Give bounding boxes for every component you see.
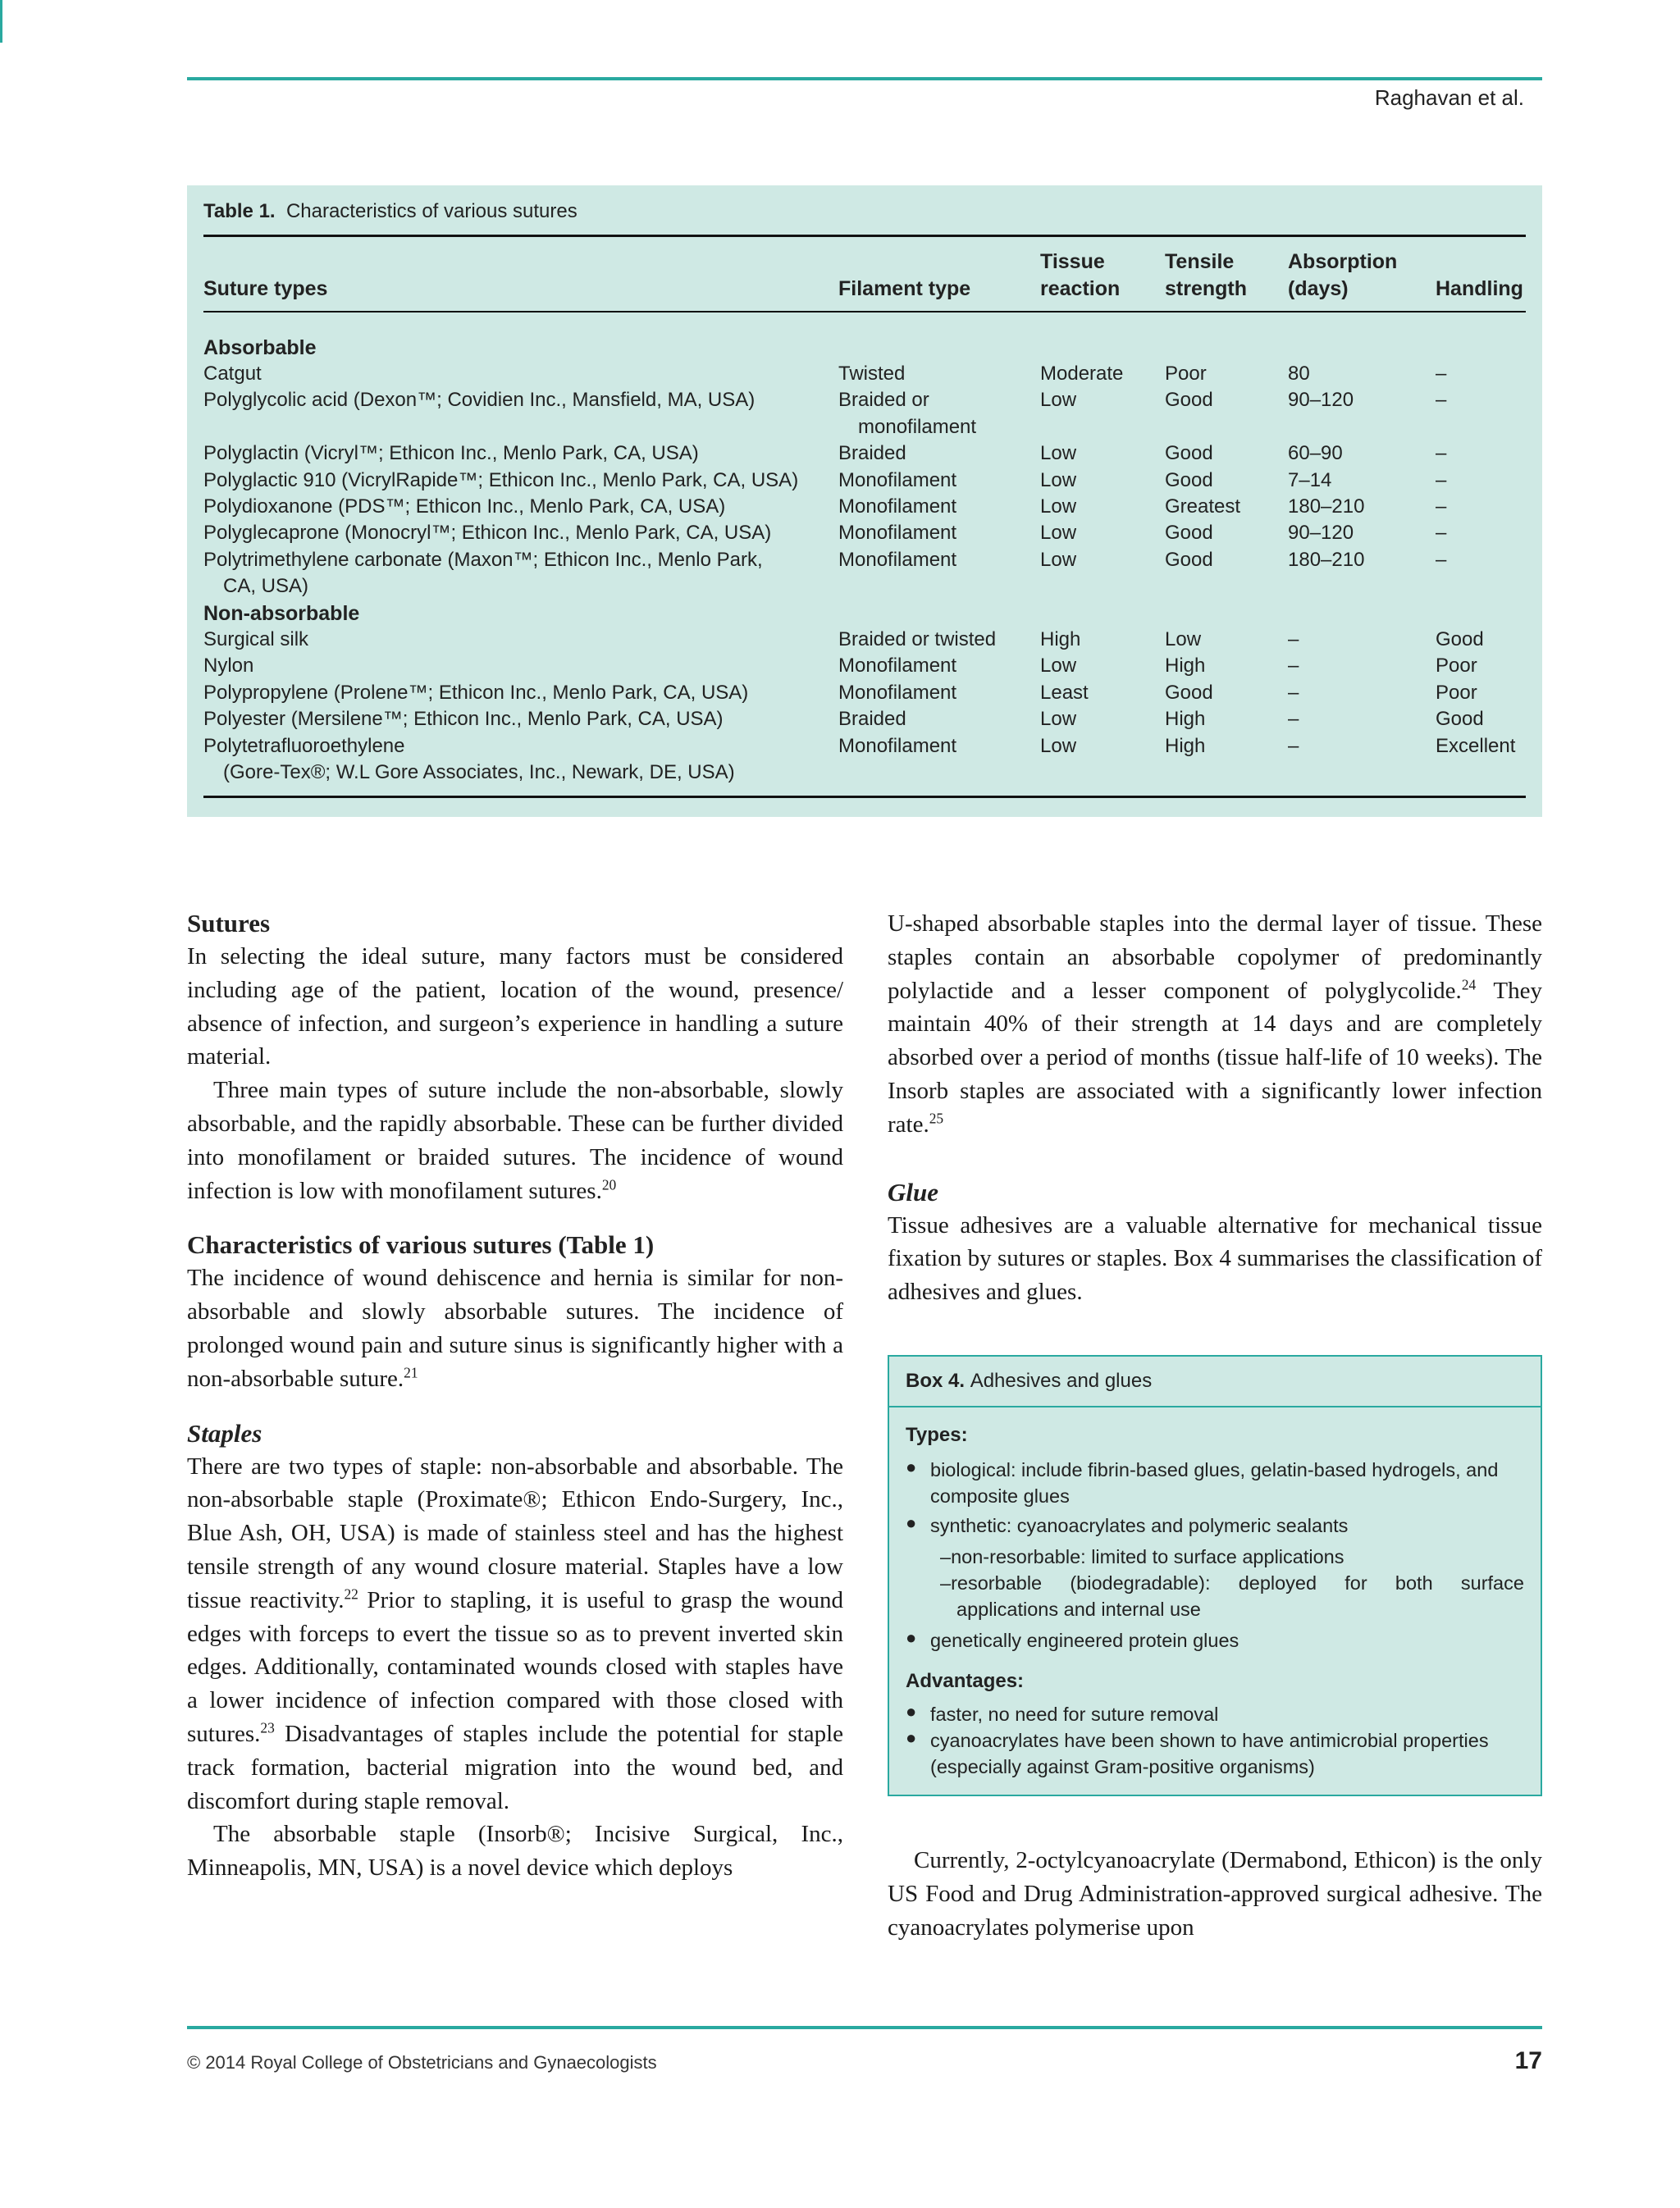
paragraph-insorb-b: They maintain 40% of their strength at 14 days and are completely absorbed over a period of months (tissue half-life of 10 weeks). The Insorb staples are associated with a significantly lower infection rate. [888, 977, 1543, 1138]
box-types-label: Types: [906, 1424, 968, 1446]
bullet-icon: ● [906, 1627, 917, 1648]
types-item-biological: biological: include fibrin-based glues, gelatin-based hydrogels, and [930, 1459, 1499, 1480]
right-column [888, 907, 1542, 1309]
top-rule [187, 77, 1542, 80]
tissue-reaction-cell: Low [1040, 548, 1077, 571]
advantage-item-faster: faster, no need for suture removal [930, 1704, 1219, 1725]
ref-24: 24 [1461, 975, 1477, 992]
sub-item-nonresorbable: –non-resorbable: limited to surface applications [940, 1546, 1344, 1567]
suture-name-cell: Polytrimethylene carbonate (Maxon™; Ethicon Inc., Menlo Park, [203, 548, 763, 571]
handling-cell: – [1436, 522, 1447, 545]
absorption-cell: – [1288, 628, 1299, 650]
paragraph-insorb [888, 907, 1542, 1142]
suture-name-cell: Polypropylene (Prolene™; Ethicon Inc., Menlo Park, CA, USA) [203, 681, 749, 704]
tensile-strength-cell: Good [1165, 522, 1213, 545]
filament-cell-cont: monofilament [858, 415, 977, 438]
table-1-panel [187, 185, 1542, 817]
tissue-reaction-cell: Low [1040, 389, 1077, 412]
tensile-strength-cell: High [1165, 655, 1206, 677]
filament-cell: Monofilament [838, 548, 957, 571]
tensile-strength-cell: Greatest [1165, 495, 1241, 518]
col-header-tissue-1: Tissue [1040, 250, 1105, 273]
filament-cell: Twisted [838, 363, 906, 385]
absorption-cell: – [1288, 655, 1299, 677]
paragraph-sutures-2-text: Three main types of suture include the non-absorbable, slowly absorbable, and the rapidly absorbable. These can be further divided into monofilament or braided sutures. The incidence of wound infection is low with monofilament sutures. [187, 1077, 843, 1204]
tissue-reaction-cell: Low [1040, 655, 1077, 677]
filament-cell: Monofilament [838, 495, 957, 518]
ref-22: 22 [344, 1585, 358, 1603]
resorbable-word-1-text: resorbable [951, 1572, 1043, 1594]
resorbable-word-6: surface [1460, 1572, 1524, 1594]
suture-name-cell: Polyglactin (Vicryl™; Ethicon Inc., Menlo Park, CA, USA) [203, 442, 699, 465]
col-header-absorption-1: Absorption [1288, 250, 1398, 273]
box-4-label: Box 4. [906, 1370, 966, 1392]
absorption-cell: – [1288, 681, 1299, 704]
suture-name-cell: Polyglactic 910 (VicrylRapide™; Ethicon Inc., Menlo Park, CA, USA) [203, 468, 799, 491]
box-4-title-text: Adhesives and glues [970, 1370, 1153, 1392]
bullet-icon: ● [906, 1727, 917, 1748]
box-4 [888, 1355, 1542, 1796]
tissue-reaction-cell: Low [1040, 734, 1077, 757]
absorption-cell: – [1288, 708, 1299, 731]
paragraph-insorb-a: U-shaped absorbable staples into the dermal layer of tissue. These staples contain an absorbable copolymer of predominantly polylactide and a lesser component of polyglycolide. [888, 910, 1542, 1004]
filament-cell: Braided [838, 708, 906, 731]
bottom-rule [187, 2026, 1542, 2029]
col-header-tensile-2: strength [1165, 277, 1247, 300]
filament-cell: Braided or twisted [838, 628, 997, 650]
tensile-strength-cell: Good [1165, 468, 1213, 491]
filament-cell: Braided [838, 442, 906, 465]
group-nonabsorbable: Non-absorbable [203, 602, 360, 625]
paragraph-glue: Tissue adhesives are a valuable alternative for mechanical tissue fixation by sutures or staples. Box 4 summarises the classification of adhesives and glues. [888, 1211, 1542, 1306]
sub-item-resorbable [940, 1570, 1524, 1596]
tensile-strength-cell: Good [1165, 548, 1213, 571]
sub-item-resorbable-cont: applications and internal use [956, 1599, 1201, 1620]
paragraph-characteristics-text: The incidence of wound dehiscence and hernia is similar for non-absorbable and slowly absorbable sutures. The incidence of prolonged wound pain and suture sinus is significantly higher with a non-absorbable suture. [187, 1265, 843, 1392]
types-item-protein: genetically engineered protein glues [930, 1630, 1239, 1651]
suture-name-cell: Polyglecaprone (Monocryl™; Ethicon Inc., Menlo Park, CA, USA) [203, 522, 772, 545]
resorbable-word-1: –resorbable [940, 1572, 1043, 1594]
bullet-icon: ● [906, 1457, 917, 1477]
resorbable-word-2: (biodegradable): [1070, 1572, 1211, 1594]
table-header-rule [203, 311, 1526, 312]
tissue-reaction-cell: Least [1040, 681, 1089, 704]
filament-cell: Braided or [838, 389, 929, 412]
col-header-suture: Suture types [203, 277, 328, 300]
absorption-cell: 80 [1288, 363, 1310, 385]
absorption-cell: 60–90 [1288, 442, 1343, 465]
tissue-reaction-cell: Low [1040, 468, 1077, 491]
tissue-reaction-cell: Moderate [1040, 363, 1124, 385]
sub-item-nonresorbable-text: non-resorbable: limited to surface applications [951, 1546, 1344, 1567]
footer-copyright: © 2014 Royal College of Obstetricians and Gynaecologists [187, 2052, 657, 2073]
handling-cell: Poor [1436, 655, 1477, 677]
table-top-rule [203, 235, 1526, 237]
tensile-strength-cell: Poor [1165, 363, 1207, 385]
handling-cell: Good [1436, 628, 1484, 650]
resorbable-word-3: deployed [1238, 1572, 1317, 1594]
box-4-title [906, 1370, 1152, 1393]
resorbable-word-4: for [1344, 1572, 1367, 1594]
col-header-tensile-1: Tensile [1165, 250, 1235, 273]
filament-cell: Monofilament [838, 681, 957, 704]
group-absorbable: Absorbable [203, 336, 317, 359]
filament-cell: Monofilament [838, 522, 957, 545]
table-caption-text: Characteristics of various sutures [285, 200, 578, 222]
paragraph-sutures-1: In selecting the ideal suture, many factors must be considered including age of the patient, location of the wound, presence/ absence of infection, and surgeon’s experience in handling a suture material. [187, 943, 843, 1070]
handling-cell: – [1436, 548, 1447, 571]
handling-cell: – [1436, 389, 1447, 412]
handling-cell: – [1436, 468, 1447, 491]
paragraph-characteristics [187, 1261, 843, 1395]
paragraph-staples-1b: Prior to stapling, it is useful to grasp the wound edges with forceps to evert the tissue so as to prevent inverted skin edges. Additionally, contaminated wounds closed with staples have a lower incidence of infection compared with those closed with sutures. [187, 1586, 843, 1747]
handling-cell: Excellent [1436, 734, 1516, 757]
suture-name-cell-cont: CA, USA) [223, 575, 309, 598]
ref-20: 20 [601, 1175, 617, 1193]
filament-cell: Monofilament [838, 468, 957, 491]
suture-name-cell: Catgut [203, 363, 262, 385]
suture-name-cell: Polyglycolic acid (Dexon™; Covidien Inc., Mansfield, MA, USA) [203, 389, 756, 412]
handling-cell: – [1436, 495, 1447, 518]
ref-21: 21 [404, 1364, 418, 1381]
table-bottom-rule [203, 796, 1526, 798]
suture-name-cell: Surgical silk [203, 628, 309, 650]
filament-cell: Monofilament [838, 655, 957, 677]
tensile-strength-cell: High [1165, 734, 1206, 757]
suture-name-cell: Polydioxanone (PDS™; Ethicon Inc., Menlo Park, CA, USA) [203, 495, 726, 518]
resorbable-word-5: both [1395, 1572, 1433, 1594]
tensile-strength-cell: Good [1165, 681, 1213, 704]
handling-cell: Poor [1436, 681, 1477, 704]
header-side-bar [0, 0, 2, 43]
heading-glue: Glue [888, 1177, 938, 1207]
suture-name-cell: Polytetrafluoroethylene [203, 734, 405, 757]
absorption-cell: 7–14 [1288, 468, 1332, 491]
heading-sutures: Sutures [187, 909, 271, 937]
col-header-tissue-2: reaction [1040, 277, 1121, 300]
box-4-title-bar [889, 1357, 1541, 1407]
paragraph-sutures-2 [187, 1074, 843, 1207]
heading-staples: Staples [187, 1418, 262, 1448]
running-header-author: Raghavan et al. [1374, 85, 1524, 110]
handling-cell: – [1436, 363, 1447, 385]
absorption-cell: 90–120 [1288, 522, 1354, 545]
handling-cell: – [1436, 442, 1447, 465]
page-number: 17 [1514, 2047, 1542, 2074]
absorption-cell: 180–210 [1288, 495, 1365, 518]
suture-name-cell: Polyester (Mersilene™; Ethicon Inc., Menlo Park, CA, USA) [203, 708, 724, 731]
tissue-reaction-cell: High [1040, 628, 1081, 650]
col-header-filament: Filament type [838, 277, 971, 300]
tensile-strength-cell: Low [1165, 628, 1202, 650]
filament-cell: Monofilament [838, 734, 957, 757]
box-advantages-label: Advantages: [906, 1670, 1025, 1692]
table-caption [203, 200, 578, 223]
ref-23: 23 [260, 1719, 275, 1736]
bullet-icon: ● [906, 1701, 917, 1722]
paragraph-staples-2: The absorbable staple (Insorb®; Incisive Surgical, Inc., Minneapolis, MN, USA) is a novel device which deploys [187, 1821, 843, 1882]
heading-characteristics: Characteristics of various sutures (Table 1) [187, 1230, 655, 1260]
right-column-continued [888, 1844, 1542, 1944]
tensile-strength-cell: Good [1165, 389, 1213, 412]
table-caption-label: Table 1. [203, 200, 276, 222]
bullet-icon: ● [906, 1512, 917, 1533]
suture-name-cell: Nylon [203, 655, 254, 677]
col-header-handling: Handling [1436, 277, 1523, 300]
absorption-cell: 90–120 [1288, 389, 1354, 412]
left-column [187, 907, 843, 1885]
handling-cell: Good [1436, 708, 1484, 731]
tensile-strength-cell: High [1165, 708, 1206, 731]
paragraph-staples-1 [187, 1450, 843, 1818]
tissue-reaction-cell: Low [1040, 708, 1077, 731]
ref-25: 25 [929, 1110, 944, 1127]
paragraph-staples-1c: Disadvantages of staples include the potential for staple track formation, bacterial migration into the wound bed, and discomfort during staple removal. [187, 1720, 843, 1814]
advantage-item-antimicrobial: cyanoacrylates have been shown to have antimicrobial properties [930, 1730, 1489, 1751]
suture-name-cell-cont: (Gore-Tex®; W.L Gore Associates, Inc., Newark, DE, USA) [223, 761, 735, 783]
tissue-reaction-cell: Low [1040, 495, 1077, 518]
col-header-absorption-2: (days) [1288, 277, 1349, 300]
tissue-reaction-cell: Low [1040, 442, 1077, 465]
tissue-reaction-cell: Low [1040, 522, 1077, 545]
paragraph-staples-1a: There are two types of staple: non-absorbable and absorbable. The non-absorbable staple (Proximate®; Ethicon Endo-Surgery, Inc., Blue Ash, OH, USA) is made of stainless steel and has the highest tensile strength of any wound closure material. Staples have a low tissue reactivity. [187, 1453, 843, 1613]
absorption-cell: – [1288, 734, 1299, 757]
absorption-cell: 180–210 [1288, 548, 1365, 571]
advantage-item-antimicrobial-cont: (especially against Gram-positive organisms) [930, 1756, 1315, 1777]
paragraph-dermabond: Currently, 2-octylcyanoacrylate (Dermabond, Ethicon) is the only US Food and Drug Administration-approved surgical adhesive. The cyanoacrylates polymerise upon [888, 1847, 1542, 1941]
types-item-biological-cont: composite glues [930, 1485, 1070, 1507]
types-item-synthetic: synthetic: cyanoacrylates and polymeric sealants [930, 1515, 1349, 1536]
tensile-strength-cell: Good [1165, 442, 1213, 465]
